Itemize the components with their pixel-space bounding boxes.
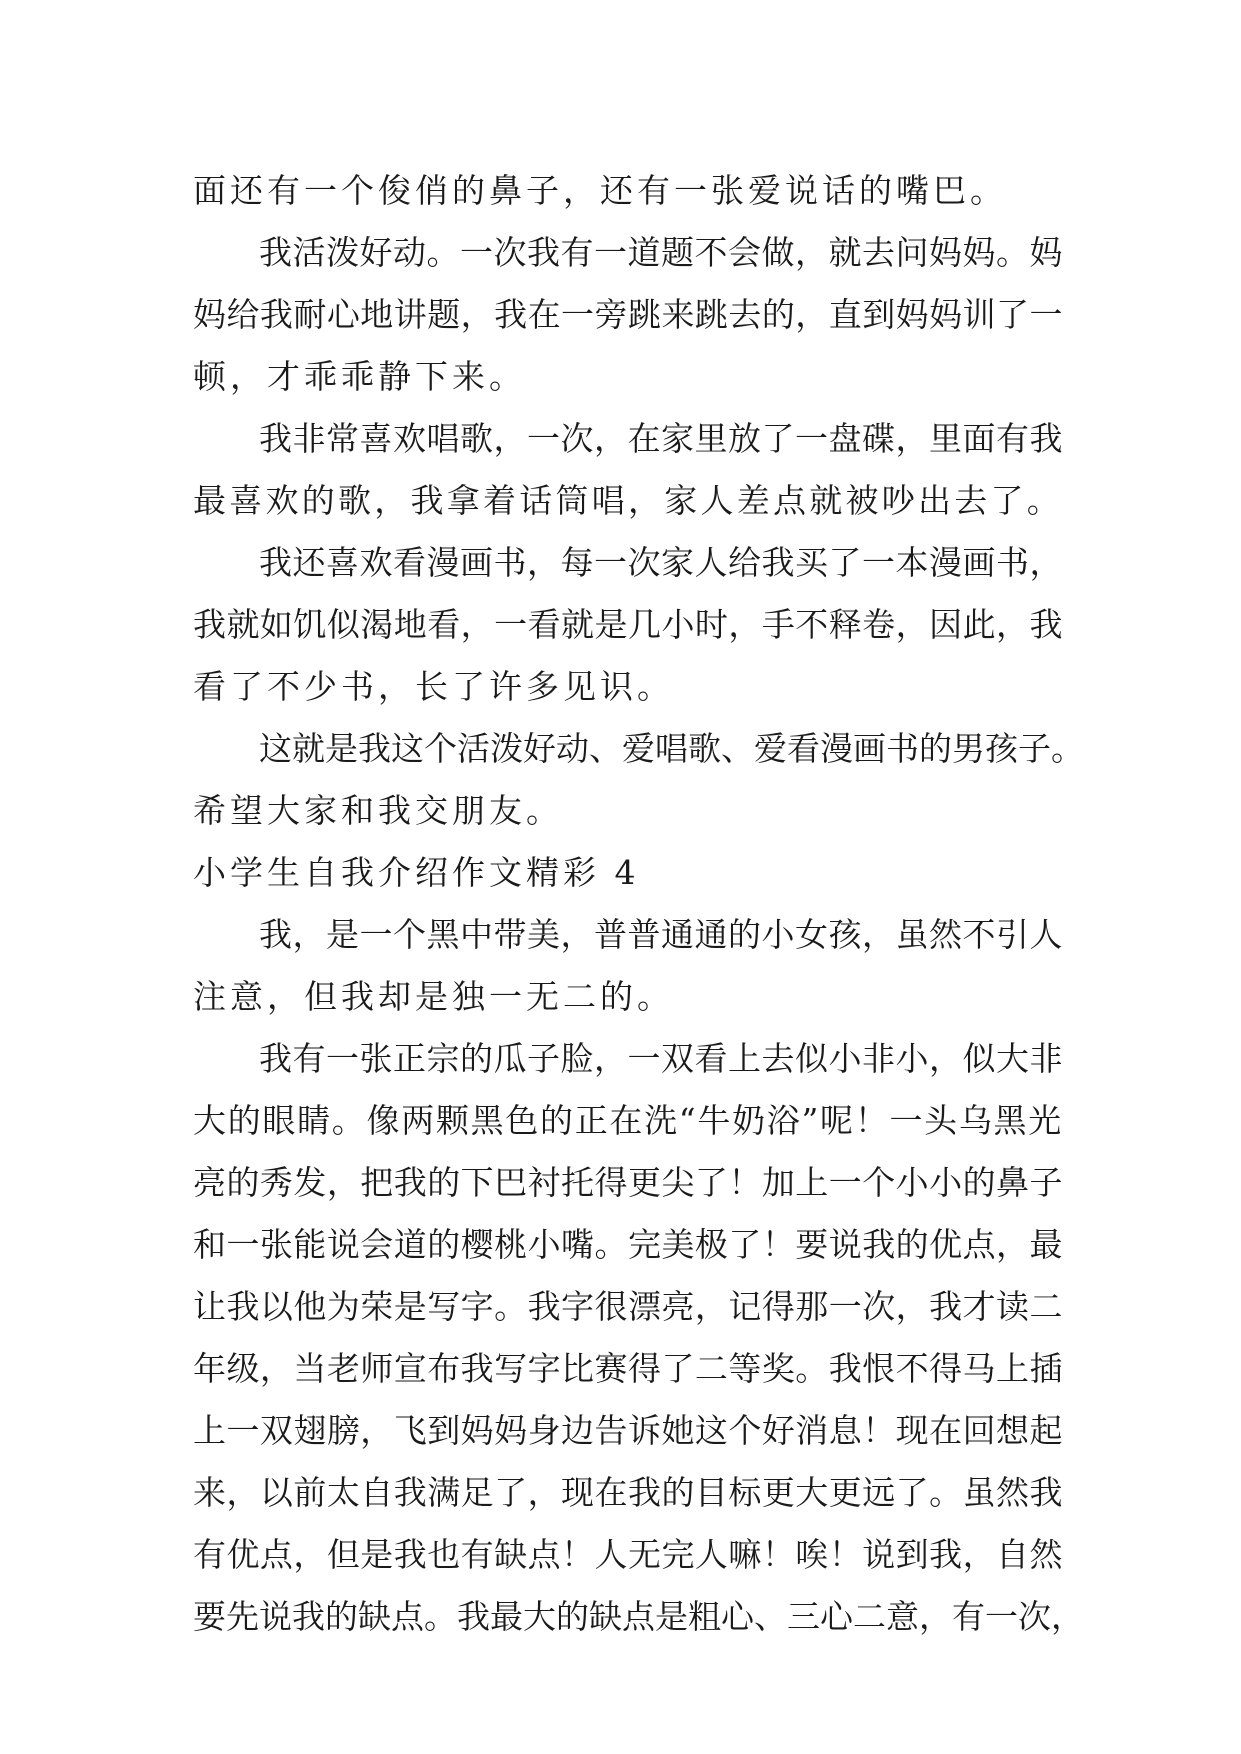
text-line: 年级，当老师宣布我写字比赛得了二等奖。我恨不得马上插 [193,1349,1063,1388]
text-line: 面还有一个俊俏的鼻子，还有一张爱说话的嘴巴。 [193,171,1007,210]
text-line: 我还喜欢看漫画书，每一次家人给我买了一本漫画书， [259,543,1063,582]
section-heading: 小学生自我介绍作文精彩 4 [193,853,640,892]
text-line: 上一双翅膀，飞到妈妈身边告诉她这个好消息！现在回想起 [193,1411,1063,1450]
text-line: 让我以他为荣是写字。我字很漂亮，记得那一次，我才读二 [193,1287,1063,1326]
text-line: 这就是我这个活泼好动、爱唱歌、爱看漫画书的男孩子。 [259,729,1084,768]
text-line: 要先说我的缺点。我最大的缺点是粗心、三心二意，有一次， [193,1597,1084,1636]
text-line: 我非常喜欢唱歌，一次，在家里放了一盘碟，里面有我 [259,419,1063,458]
text-line: 和一张能说会道的樱桃小嘴。完美极了！要说我的优点，最 [193,1225,1063,1264]
text-line: 我，是一个黑中带美，普普通通的小女孩，虽然不引人 [259,915,1063,954]
text-line: 来，以前太自我满足了，现在我的目标更大更远了。虽然我 [193,1473,1063,1512]
text-line: 看了不少书，长了许多见识。 [193,667,674,706]
text-line: 亮的秀发，把我的下巴衬托得更尖了！加上一个小小的鼻子 [193,1163,1063,1202]
text-line: 大的眼睛。像两颗黑色的正在洗“牛奶浴”呢！一头乌黑光 [193,1101,1063,1140]
text-line: 妈给我耐心地讲题，我在一旁跳来跳去的，直到妈妈训了一 [193,295,1063,334]
text-line: 注意，但我却是独一无二的。 [193,977,674,1016]
text-line: 我有一张正宗的瓜子脸，一双看上去似小非小，似大非 [259,1039,1063,1078]
text-line: 顿，才乖乖静下来。 [193,357,526,396]
text-line: 有优点，但是我也有缺点！人无完人嘛！唉！说到我，自然 [193,1535,1063,1574]
text-line: 希望大家和我交朋友。 [193,791,563,830]
document-body [193,160,1084,1648]
text-line: 最喜欢的歌，我拿着话筒唱，家人差点就被吵出去了。 [193,481,1063,520]
text-line: 我活泼好动。一次我有一道题不会做，就去问妈妈。妈 [259,233,1063,272]
text-line: 我就如饥似渴地看，一看就是几小时，手不释卷，因此，我 [193,605,1063,644]
